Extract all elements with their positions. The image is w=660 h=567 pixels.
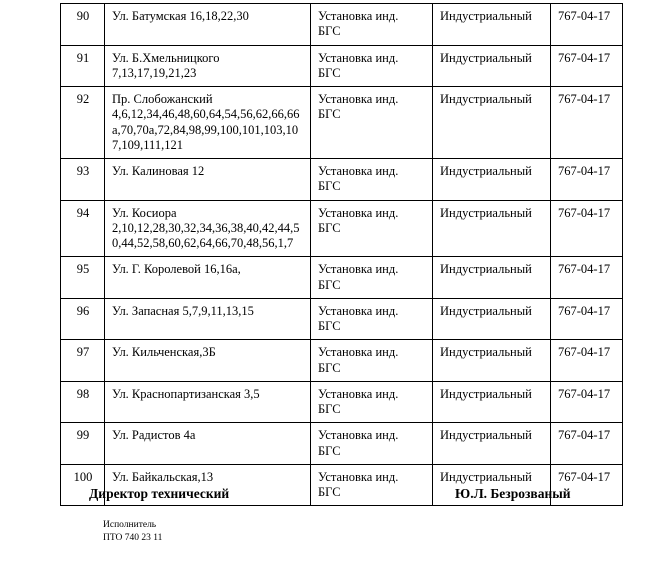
address-cell: [105, 340, 311, 382]
work-type-cell: [311, 45, 433, 87]
district-cell: Индустриальный: [433, 257, 551, 299]
signature-block: [0, 486, 660, 512]
phone-cell: 767-04-17: [551, 381, 623, 423]
address-numbers: 2,10,12,28,30,32,34,36,38,40,42,44,50,44,52,58,60,62,64,66,70,48,56,1,7: [112, 220, 300, 250]
phone-cell: 767-04-17: [551, 464, 623, 506]
district-cell: Индустриальный: [433, 45, 551, 87]
row-number-cell: 93: [61, 159, 105, 201]
address-work-table: [60, 3, 623, 506]
address-cell: [105, 200, 311, 257]
work-type-line2: БГС: [318, 319, 341, 333]
signature-name: Ю.Л. Безрозваный: [455, 486, 571, 501]
work-type-line1: Установка инд.: [318, 262, 399, 277]
work-type-line1: Установка инд.: [318, 428, 399, 443]
table-row: [61, 340, 623, 382]
table-row: [61, 87, 623, 159]
work-type-cell: [311, 381, 433, 423]
table-row: [61, 45, 623, 87]
executor-block: [103, 519, 162, 544]
phone-cell: 767-04-17: [551, 298, 623, 340]
address-street: Ул. Б.Хмельницкого: [112, 50, 220, 65]
row-number-cell: 95: [61, 257, 105, 299]
work-type-cell: [311, 298, 433, 340]
work-type-line1: Установка инд.: [318, 386, 399, 401]
address-street: Ул. Батумская 16,18,22,30: [112, 9, 249, 23]
address-numbers: 7,13,17,19,21,23: [112, 65, 197, 80]
work-type-line2: БГС: [318, 24, 341, 39]
work-type-cell: [311, 340, 433, 382]
work-type-cell: [311, 4, 433, 46]
work-type-cell: [311, 200, 433, 257]
address-street: Ул. Краснопартизанская 3,5: [112, 386, 260, 401]
district-cell: Индустриальный: [433, 200, 551, 257]
work-type-cell: [311, 423, 433, 465]
district-cell: Индустриальный: [433, 159, 551, 201]
signature-title: Директор технический: [89, 486, 230, 501]
phone-cell: 767-04-17: [551, 423, 623, 465]
work-type-line1: Установка инд.: [318, 469, 399, 484]
work-type-line2: БГС: [318, 277, 341, 292]
work-type-line1: Установка инд.: [318, 9, 399, 23]
address-street: Ул. Байкальская,13: [112, 469, 214, 484]
phone-cell: 767-04-17: [551, 4, 623, 46]
address-numbers: 4,6,12,34,46,48,60,64,54,56,62,66,66а,70,70а,72,84,98,99,100,101,103,107,109,111,121: [112, 107, 300, 152]
work-type-line2: БГС: [318, 402, 341, 416]
table-row: [61, 381, 623, 423]
work-type-line2: БГС: [318, 179, 341, 194]
address-cell: [105, 298, 311, 340]
work-type-line1: Установка инд.: [318, 205, 399, 220]
work-type-line1: Установка инд.: [318, 92, 399, 106]
phone-cell: 767-04-17: [551, 257, 623, 299]
address-street: Ул. Радистов 4а: [112, 428, 196, 443]
district-cell: Индустриальный: [433, 423, 551, 465]
work-type-cell: [311, 159, 433, 201]
row-number-cell: 91: [61, 45, 105, 87]
executor-contact: ПТО 740 23 11: [103, 532, 163, 543]
district-cell: Индустриальный: [433, 464, 551, 506]
address-street: Ул. Косиора: [112, 205, 177, 220]
work-type-line2: БГС: [318, 220, 341, 235]
address-cell: [105, 423, 311, 465]
district-cell: Индустриальный: [433, 340, 551, 382]
phone-cell: 767-04-17: [551, 200, 623, 257]
work-type-line2: БГС: [318, 107, 341, 122]
row-number-cell: 92: [61, 87, 105, 159]
address-street: Ул. Г. Королевой 16,16а,: [112, 262, 241, 277]
district-cell: Индустриальный: [433, 87, 551, 159]
address-cell: [105, 257, 311, 299]
address-street: Ул. Кильченская,3Б: [112, 345, 216, 360]
address-street: Ул. Запасная 5,7,9,11,13,15: [112, 303, 254, 318]
row-number-cell: 97: [61, 340, 105, 382]
address-cell: [105, 87, 311, 159]
address-cell: [105, 4, 311, 46]
table-row: [61, 423, 623, 465]
row-number-cell: 99: [61, 423, 105, 465]
district-cell: Индустриальный: [433, 381, 551, 423]
district-cell: Индустриальный: [433, 298, 551, 340]
work-type-line2: БГС: [318, 360, 341, 375]
table-row: [61, 257, 623, 299]
district-cell: Индустриальный: [433, 4, 551, 46]
work-type-line2: БГС: [318, 65, 341, 80]
work-type-line2: БГС: [318, 485, 341, 499]
table-row: [61, 4, 623, 46]
address-street: Пр. Слобожанский: [112, 92, 213, 106]
work-type-cell: [311, 87, 433, 159]
work-type-line1: Установка инд.: [318, 50, 399, 65]
work-type-cell: [311, 257, 433, 299]
address-street: Ул. Калиновая 12: [112, 164, 205, 178]
phone-cell: 767-04-17: [551, 340, 623, 382]
phone-cell: 767-04-17: [551, 159, 623, 201]
address-cell: [105, 45, 311, 87]
row-number-cell: 94: [61, 200, 105, 257]
address-cell: [105, 381, 311, 423]
work-type-line2: БГС: [318, 443, 341, 458]
table-row: [61, 298, 623, 340]
address-cell: [105, 159, 311, 201]
phone-cell: 767-04-17: [551, 87, 623, 159]
phone-cell: 767-04-17: [551, 45, 623, 87]
work-type-line1: Установка инд.: [318, 164, 399, 178]
row-number-cell: 98: [61, 381, 105, 423]
table-row: [61, 200, 623, 257]
table-body: [61, 4, 623, 506]
table-row: [61, 159, 623, 201]
row-number-cell: 96: [61, 298, 105, 340]
row-number-cell: 100: [61, 464, 105, 506]
executor-label: Исполнитель: [103, 520, 157, 530]
row-number-cell: 90: [61, 4, 105, 46]
work-type-line1: Установка инд.: [318, 345, 399, 360]
work-type-line1: Установка инд.: [318, 303, 399, 318]
